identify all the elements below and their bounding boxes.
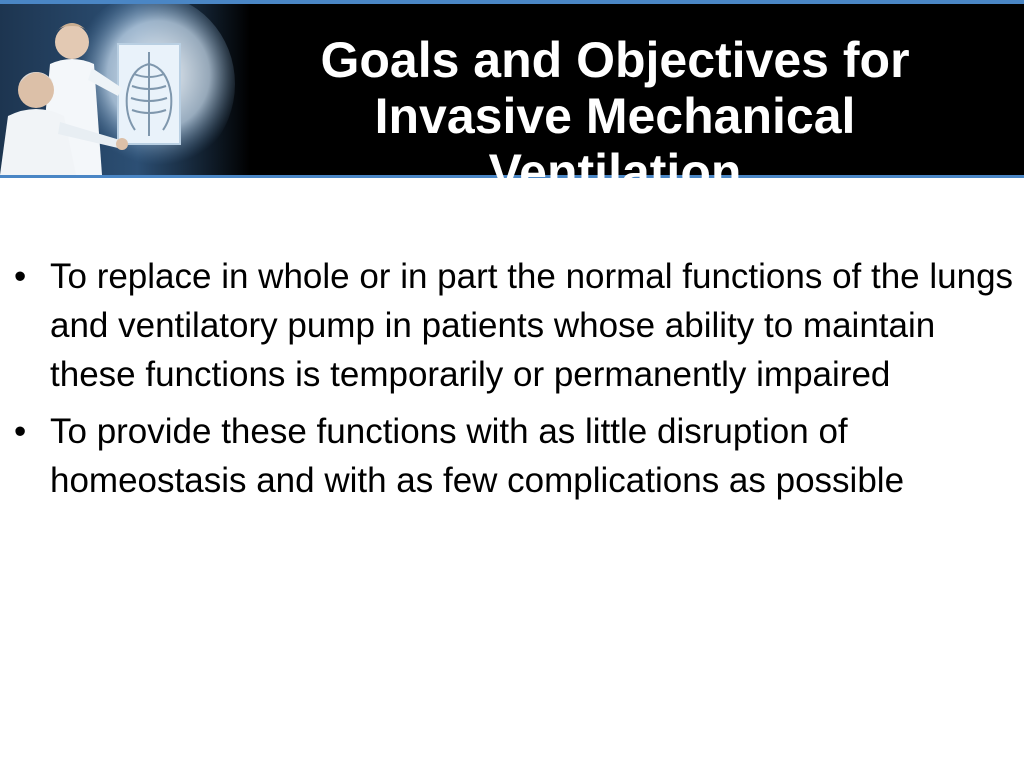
bullet-item bbox=[14, 407, 1014, 505]
doctors-viewing-xray-photo bbox=[0, 4, 250, 175]
header-band bbox=[0, 0, 1024, 200]
slide-title: Goals and Objectives for Invasive Mechanical Ventilation bbox=[320, 32, 910, 200]
bullet-list bbox=[14, 252, 1014, 513]
bullet-marker: • bbox=[14, 412, 27, 451]
bullet-text: To provide these functions with as little disruption of homeostasis and with as few complications as possible bbox=[50, 412, 905, 500]
bullet-marker: • bbox=[14, 257, 27, 296]
doctor-head bbox=[55, 25, 89, 59]
bullet-text: To replace in whole or in part the normal functions of the lungs and ventilatory pump in patients whose ability to maintain these functions is temporarily or permanently impaired bbox=[50, 257, 1014, 394]
bullet-item bbox=[14, 252, 1014, 399]
xray-illustration bbox=[0, 4, 250, 175]
